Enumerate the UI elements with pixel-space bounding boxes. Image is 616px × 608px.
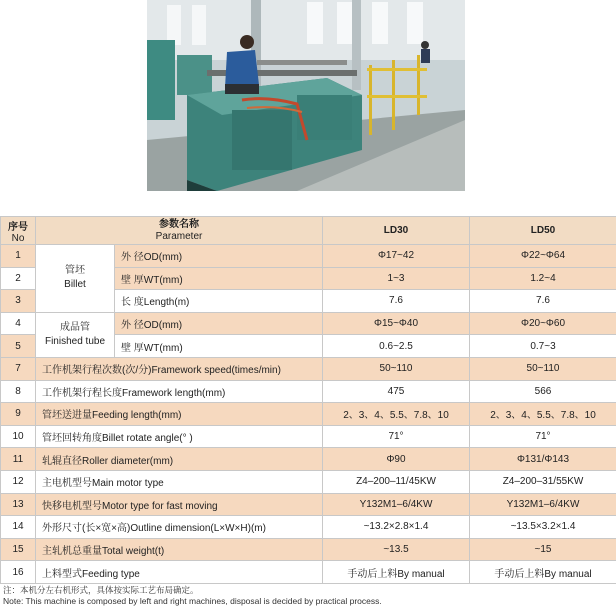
row-parameter: 工作机架行程次数(次/分)Framework speed(times/min) [36, 357, 323, 380]
row-parameter: 主电机型号Main motor type [36, 470, 323, 493]
row-no: 11 [1, 448, 36, 471]
row-parameter: 主轧机总重量Total weight(t) [36, 538, 323, 561]
row-no: 14 [1, 516, 36, 539]
header-no-en: No [11, 232, 25, 244]
row-ld50-value: 71° [470, 425, 616, 448]
table-row [1, 403, 616, 426]
row-no: 3 [1, 290, 36, 313]
row-no: 5 [1, 335, 36, 358]
table-row [1, 312, 616, 335]
row-no: 9 [1, 403, 36, 426]
row-ld30-value: 2、3、4、5.5、7.8、10 [323, 403, 470, 426]
factory-photo [147, 0, 465, 191]
table-row [1, 357, 616, 380]
row-ld30-value: Φ90 [323, 448, 470, 471]
row-ld50-value: Φ20~Φ60 [470, 312, 616, 335]
group-finished-en: Finished tube [44, 335, 106, 347]
row-ld50-value: 2、3、4、5.5、7.8、10 [470, 403, 616, 426]
row-no: 4 [1, 312, 36, 335]
table-row [1, 493, 616, 516]
group-finished-zh: 成品管 [60, 321, 90, 333]
group-finished-tube [36, 312, 115, 357]
header-ld30: LD30 [323, 217, 470, 245]
header-no [1, 217, 36, 245]
row-ld50-value: Y132M1–6/4KW [470, 493, 616, 516]
row-no: 2 [1, 267, 36, 290]
row-ld30-value: ~13.5 [323, 538, 470, 561]
row-ld30-value: Z4–200–11/45KW [323, 470, 470, 493]
row-ld30-value: 7.6 [323, 290, 470, 313]
table-row [1, 425, 616, 448]
row-no: 16 [1, 561, 36, 584]
row-ld30-value: 0.6~2.5 [323, 335, 470, 358]
row-ld50-value: 7.6 [470, 290, 616, 313]
table-row [1, 448, 616, 471]
row-parameter: 壁 厚WT(mm) [115, 335, 323, 358]
row-ld50-value: Z4–200–31/55KW [470, 470, 616, 493]
cold-pilger-mill-illustration [147, 0, 465, 191]
header-parameter [36, 217, 323, 245]
row-parameter: 外 径OD(mm) [115, 312, 323, 335]
row-parameter: 快移电机型号Motor type for fast moving [36, 493, 323, 516]
table-row [1, 245, 616, 268]
row-no: 8 [1, 380, 36, 403]
row-ld50-value: 0.7~3 [470, 335, 616, 358]
row-ld50-value: ~13.5×3.2×1.4 [470, 516, 616, 539]
table-row [1, 470, 616, 493]
row-no: 10 [1, 425, 36, 448]
row-parameter: 工作机架行程长度Framework length(mm) [36, 380, 323, 403]
row-parameter: 管坯送进量Feeding length(mm) [36, 403, 323, 426]
row-ld30-value: 1~3 [323, 267, 470, 290]
row-ld30-value: 475 [323, 380, 470, 403]
header-param-en: Parameter [155, 230, 203, 242]
group-billet [36, 245, 115, 313]
row-no: 7 [1, 357, 36, 380]
row-parameter: 外 径OD(mm) [115, 245, 323, 268]
row-ld30-value: Y132M1–6/4KW [323, 493, 470, 516]
row-no: 1 [1, 245, 36, 268]
row-parameter: 外形尺寸(长×宽×高)Outline dimension(L×W×H)(m) [36, 516, 323, 539]
row-parameter: 上料型式Feeding type [36, 561, 323, 584]
row-ld50-value: Φ22~Φ64 [470, 245, 616, 268]
row-no: 15 [1, 538, 36, 561]
header-ld50: LD50 [470, 217, 616, 245]
row-ld30-value: 50~110 [323, 357, 470, 380]
row-ld30-value: Φ17~42 [323, 245, 470, 268]
table-row [1, 380, 616, 403]
spec-table [0, 216, 616, 584]
row-no: 13 [1, 493, 36, 516]
table-row [1, 538, 616, 561]
table-row [1, 516, 616, 539]
row-ld50-value: Φ131/Φ143 [470, 448, 616, 471]
row-ld30-value: ~13.2×2.8×1.4 [323, 516, 470, 539]
note-en: Note: This machine is composed by left and right machines, disposal is decided by practical process. [3, 596, 382, 606]
footnotes [3, 585, 382, 607]
row-no: 12 [1, 470, 36, 493]
row-parameter: 壁 厚WT(mm) [115, 267, 323, 290]
group-billet-zh: 管坯 [65, 265, 85, 277]
row-ld50-value: 1.2~4 [470, 267, 616, 290]
header-param-zh: 参数名称 [159, 218, 199, 230]
row-ld50-value: ~15 [470, 538, 616, 561]
row-parameter: 管坯回转角度Billet rotate angle(° ) [36, 425, 323, 448]
row-ld50-value: 566 [470, 380, 616, 403]
group-billet-en: Billet [64, 279, 86, 291]
note-zh: 注：本机分左右机形式，具体按实际工艺布局确定。 [3, 585, 199, 595]
row-ld50-value: 50~110 [470, 357, 616, 380]
row-parameter: 轧辊直径Roller diameter(mm) [36, 448, 323, 471]
row-ld30-value: 71° [323, 425, 470, 448]
row-parameter: 长 度Length(m) [115, 290, 323, 313]
row-ld50-value: 手动后上料By manual [470, 561, 616, 584]
table-row [1, 561, 616, 584]
header-no-zh: 序号 [8, 221, 28, 233]
row-ld30-value: 手动后上料By manual [323, 561, 470, 584]
row-ld30-value: Φ15~Φ40 [323, 312, 470, 335]
table-header-row [1, 217, 616, 245]
